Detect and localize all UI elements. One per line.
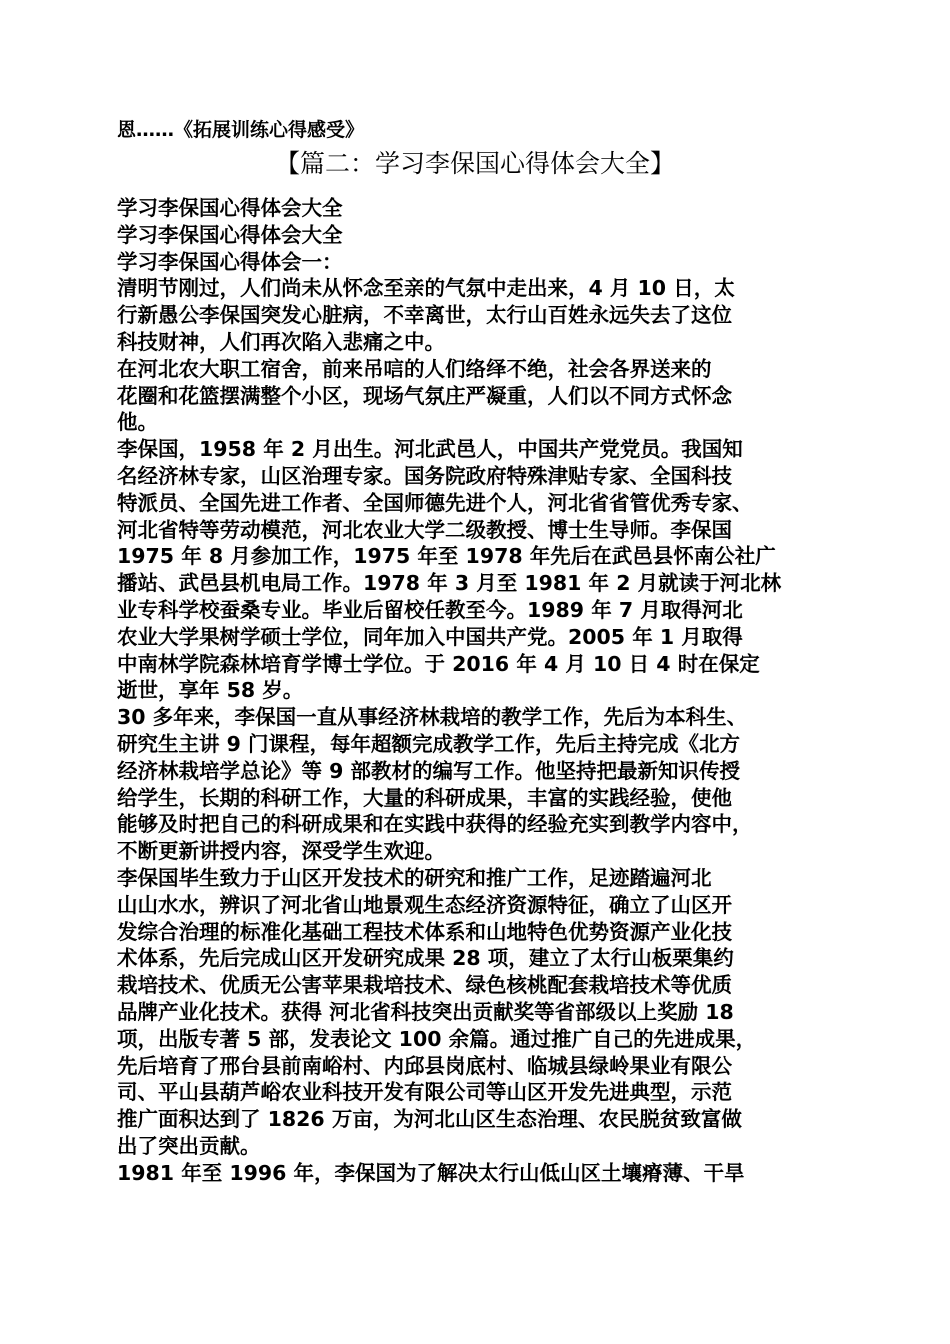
text-line: 发综合治理的标准化基础工程技术体系和山地特色优势资源产业化技: [117, 919, 732, 944]
text-line: 品牌产业化技术。获得 河北省科技突出贡献奖等省部级以上奖励 18: [117, 999, 734, 1024]
text-line: 出了突出贡献。: [117, 1133, 261, 1158]
text-line: 他。: [117, 410, 158, 435]
paragraph-6: [117, 1160, 847, 1187]
heading-line: 学习李保国心得体会一：: [117, 249, 343, 274]
text-line: 农业大学果树学硕士学位，同年加入中国共产党。2005 年 1 月取得: [117, 624, 743, 649]
text-line: 清明节刚过，人们尚未从怀念至亲的气氛中走出来，4 月 10 日，太: [117, 276, 735, 301]
text-line: 推广面积达到了 1826 万亩，为河北山区生态治理、农民脱贫致富做: [117, 1107, 742, 1132]
text-line: 不断更新讲授内容，深受学生欢迎。: [117, 839, 445, 864]
paragraph-4: [117, 704, 847, 865]
text-line: 名经济林专家，山区治理专家。国务院政府特殊津贴专家、全国科技: [117, 463, 732, 488]
text-line: 先后培育了邢台县前南峪村、内邱县岗底村、临城县绿岭果业有限公: [117, 1053, 732, 1078]
text-line: 逝世，享年 58 岁。: [117, 678, 304, 703]
heading-line: 学习李保国心得体会大全: [117, 196, 343, 220]
text-line: 山山水水，辨识了河北省山地景观生态经济资源特征，确立了山区开: [117, 892, 732, 917]
text-line: 经济林栽培学总论》等 9 部教材的编写工作。他坚持把最新知识传授: [117, 758, 741, 783]
document-body: [117, 195, 847, 1186]
paragraph-1: [117, 275, 847, 355]
text-line: 科技财神，人们再次陷入悲痛之中。: [117, 329, 445, 354]
text-line: 司、平山县葫芦峪农业科技开发有限公司等山区开发先进典型，示范: [117, 1080, 732, 1105]
text-line: 行新愚公李保国突发心脏病，不幸离世，太行山百姓永远失去了这位: [117, 303, 732, 328]
section-title: 【篇二：学习李保国心得体会大全】: [274, 149, 675, 178]
text-line: 业专科学校蚕桑专业。毕业后留校任教至今。1989 年 7 月取得河北: [117, 597, 743, 622]
text-line: 花圈和花篮摆满整个小区，现场气氛庄严凝重，人们以不同方式怀念: [117, 383, 732, 408]
text-line: 李保国毕生致力于山区开发技术的研究和推广工作，足迹踏遍河北: [117, 865, 712, 890]
text-line: 1981 年至 1996 年，李保国为了解决太行山低山区土壤瘠薄、干旱: [117, 1160, 745, 1185]
text-line: 能够及时把自己的科研成果和在实践中获得的经验充实到教学内容中，: [117, 812, 753, 837]
text-line: 栽培技术、优质无公害苹果栽培技术、绿色核桃配套栽培技术等优质: [117, 973, 732, 998]
text-line: 给学生，长期的科研工作，大量的科研成果，丰富的实践经验，使他: [117, 785, 732, 810]
text-line: 河北省特等劳动模范，河北农业大学二级教授、博士生导师。李保国: [117, 517, 732, 542]
paragraph-3: [117, 436, 847, 704]
paragraph-5: [117, 865, 847, 1160]
text-line: 播站、武邑县机电局工作。1978 年 3 月至 1981 年 2 月就读于河北林: [117, 571, 782, 596]
text-line: 术体系，先后完成山区开发研究成果 28 项，建立了太行山板栗集约: [117, 946, 734, 971]
heading-line: 学习李保国心得体会大全: [117, 222, 343, 247]
text-line: 30 多年来，李保国一直从事经济林栽培的教学工作，先后为本科生、: [117, 705, 748, 730]
previous-article-title: 恩……《拓展训练心得感受》: [117, 119, 365, 141]
paragraph-2: [117, 356, 847, 436]
text-line: 项，出版专著 5 部，发表论文 100 余篇。通过推广自己的先进成果，: [117, 1026, 757, 1051]
text-line: 中南林学院森林培育学博士学位。于 2016 年 4 月 10 日 4 时在保定: [117, 651, 760, 676]
text-line: 在河北农大职工宿舍，前来吊唁的人们络绎不绝，社会各界送来的: [117, 356, 712, 381]
text-line: 研究生主讲 9 门课程，每年超额完成教学工作，先后主持完成《北方: [117, 731, 741, 756]
text-line: 李保国，1958 年 2 月出生。河北武邑人，中国共产党党员。我国知: [117, 437, 743, 462]
text-line: 特派员、全国先进工作者、全国师德先进个人，河北省省管优秀专家、: [117, 490, 753, 515]
text-line: 1975 年 8 月参加工作，1975 年至 1978 年先后在武邑县怀南公社广: [117, 544, 776, 569]
